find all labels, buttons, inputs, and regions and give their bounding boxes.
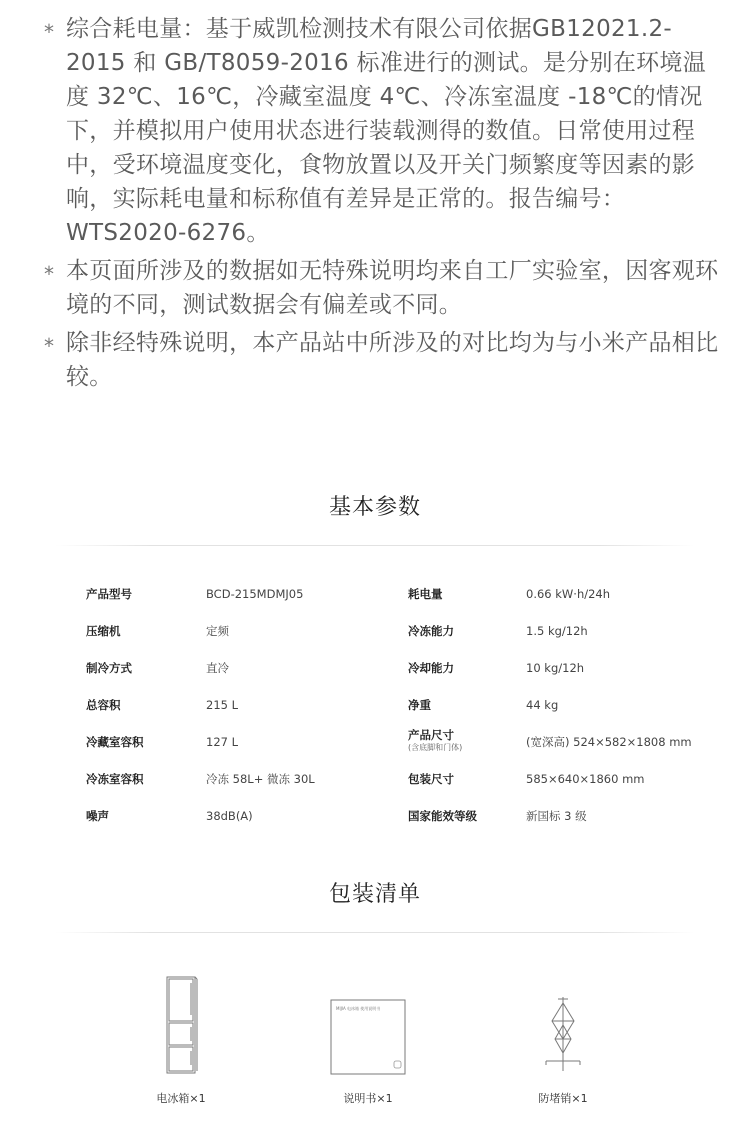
- asterisk-bullet: *: [44, 262, 54, 286]
- spec-label: 制冷方式: [86, 661, 132, 675]
- asterisk-bullet: *: [44, 334, 54, 358]
- footnotes: [40, 12, 720, 398]
- spec-label: 国家能效等级: [408, 809, 477, 823]
- spec-label: 冷冻室容积: [86, 772, 144, 786]
- spec-label: 冷藏室容积: [86, 735, 144, 749]
- packing-item-label: 说明书×1: [343, 1092, 393, 1105]
- asterisk-bullet: *: [44, 20, 54, 44]
- anti-tip-pin-icon: [538, 995, 588, 1075]
- spec-label: 压缩机: [86, 624, 121, 638]
- spec-value: (宽深高) 524×582×1808 mm: [526, 735, 692, 749]
- spec-row: [0, 798, 750, 835]
- spec-label: 总容积: [86, 698, 121, 712]
- specs-divider: [55, 545, 695, 546]
- manual-cover-text: MIJIA 电冰箱 使用说明书: [336, 1006, 381, 1011]
- spec-value: 0.66 kW·h/24h: [526, 587, 611, 601]
- spec-label: 产品尺寸: [408, 728, 454, 742]
- footnote: [40, 326, 720, 394]
- footnote-text: 除非经特殊说明，本产品站中所涉及的对比均为与小米产品相比较。: [66, 330, 719, 390]
- spec-value: 10 kg/12h: [526, 661, 585, 675]
- spec-label: 冷却能力: [408, 661, 454, 675]
- spec-label: 耗电量: [408, 587, 443, 601]
- footnote: [40, 254, 720, 322]
- packing-item-label: 防堵销×1: [538, 1092, 588, 1105]
- manual-icon: [330, 999, 406, 1075]
- spec-value: BCD-215MDMJ05: [206, 587, 304, 601]
- spec-value: 44 kg: [526, 698, 559, 712]
- spec-row: [0, 650, 750, 687]
- spec-row: [0, 576, 750, 613]
- spec-label: 净重: [408, 698, 431, 712]
- specs-section-title: 基本参数: [328, 495, 421, 520]
- spec-label-dimensions: [408, 724, 462, 753]
- footnote-text: 本页面所涉及的数据如无特殊说明均来自工厂实验室，因客观环境的不同，测试数据会有偏差或不同。: [66, 258, 719, 318]
- footnote: [40, 12, 720, 250]
- spec-value: 直冷: [206, 661, 229, 675]
- spec-label: 包装尺寸: [408, 772, 454, 786]
- spec-value: 38dB(A): [206, 809, 253, 823]
- specs-table: [0, 576, 750, 835]
- spec-label: 产品型号: [86, 587, 132, 601]
- packing-section-title: 包装清单: [328, 882, 421, 907]
- spec-label-note: (含底脚和门体): [408, 743, 463, 752]
- packing-item: [293, 975, 443, 1107]
- spec-value: 冷冻 58L+ 微冻 30L: [206, 772, 315, 786]
- packing-list: [0, 975, 750, 1115]
- spec-value: 新国标 3 级: [526, 809, 587, 823]
- spec-value: 585×640×1860 mm: [526, 772, 645, 786]
- packing-item-label: 电冰箱×1: [156, 1092, 206, 1105]
- packing-item: [106, 975, 256, 1107]
- spec-value: 定频: [206, 624, 229, 638]
- spec-value: 127 L: [206, 735, 239, 749]
- footnote-text: 综合耗电量：基于威凯检测技术有限公司依据GB12021.2-2015 和 GB/T8059-2016 标准进行的测试。是分别在环境温度 32℃、16℃，冷藏室温度 4℃、冷冻室温度 -18℃的情况下，并模拟用户使用状态进行装载测得的数值。日常使用过程中，受环境温度变化，食物放置以及开关门频繁度等因素的影响，实际耗电量和标称值有差异是正常的。报告编号：WTS2020-6276。: [66, 16, 707, 246]
- spec-label: 冷冻能力: [408, 624, 454, 638]
- spec-value: 1.5 kg/12h: [526, 624, 588, 638]
- packing-item: [488, 975, 638, 1107]
- spec-label: 噪声: [86, 809, 109, 823]
- spec-value: 215 L: [206, 698, 239, 712]
- spec-row: [0, 761, 750, 798]
- spec-row: [0, 724, 750, 761]
- spec-row: [0, 687, 750, 724]
- packing-divider: [55, 932, 695, 933]
- refrigerator-icon: [161, 975, 201, 1075]
- spec-row: [0, 613, 750, 650]
